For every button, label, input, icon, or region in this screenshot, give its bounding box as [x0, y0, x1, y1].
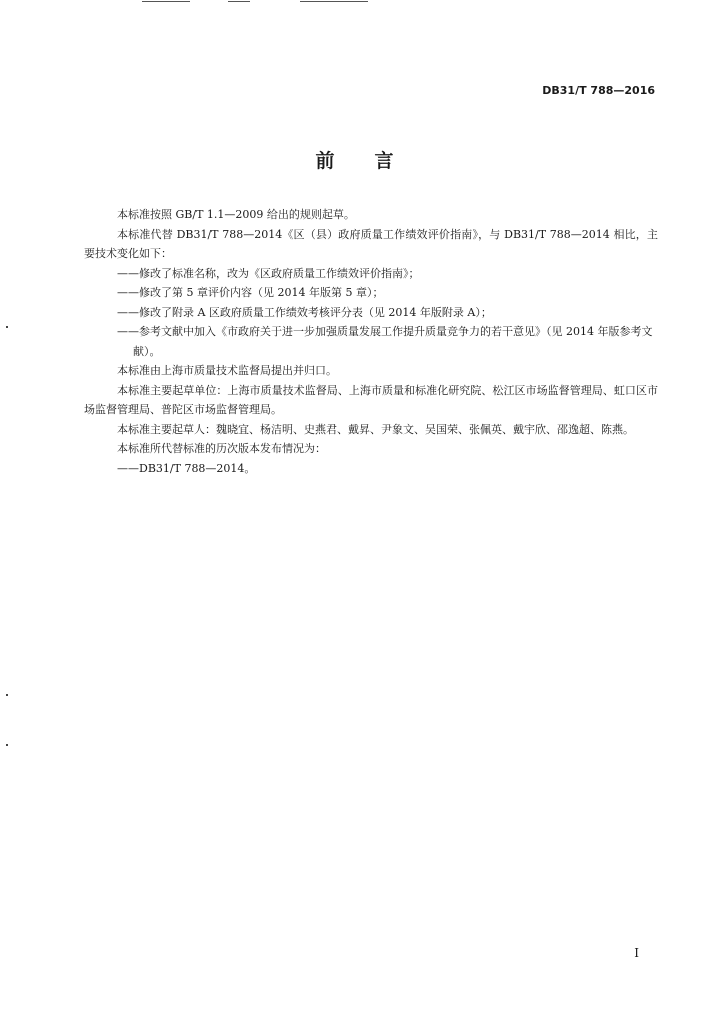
scan-mark-1: [142, 1, 190, 2]
change-item: ——修改了附录 A 区政府质量工作绩效考核评分表（见 2014 年版附录 A）；: [117, 305, 492, 319]
paragraph-proposer: 本标准由上海市质量技术监督局提出并归口。: [117, 364, 337, 377]
scan-dot-3: [6, 744, 8, 746]
history-item: ——DB31/T 788—2014。: [117, 461, 256, 475]
paragraph-drafting-rule: 本标准按照 GB/T 1.1—2009 给出的规则起草。: [117, 208, 355, 221]
paragraph-drafters: 本标准主要起草人：魏晓宜、杨洁明、史燕君、戴昇、尹象文、吴国荣、张佩英、戴宇欣、邵逸超、陈燕。: [117, 422, 634, 436]
scan-mark-2: [228, 1, 250, 2]
scan-dot-2: [6, 694, 8, 696]
paragraph-replacement: 本标准代替 DB31/T 788—2014《区（县）政府质量工作绩效评价指南》，与 DB31/T 788—2014 相比，主要技术变化如下：: [84, 227, 658, 260]
document-code: DB31/T 788—2016: [542, 84, 655, 97]
page-title: 前言: [315, 150, 434, 172]
page-number: I: [634, 946, 639, 960]
foreword-body: [84, 205, 658, 478]
paragraph-history-intro: 本标准所代替标准的历次版本发布情况为：: [117, 442, 326, 455]
scan-mark-3: [300, 1, 368, 2]
change-item: ——参考文献中加入《市政府关于进一步加强质量发展工作提升质量竞争力的若干意见》（见 2014 年版参考文献）。: [117, 325, 653, 358]
scan-dot-1: [6, 326, 8, 328]
change-item: ——修改了标准名称，改为《区政府质量工作绩效评价指南》；: [117, 266, 420, 280]
paragraph-drafting-units: 本标准主要起草单位：上海市质量技术监督局、上海市质量和标准化研究院、松江区市场监督管理局、虹口区市场监督管理局、普陀区市场监督管理局。: [84, 383, 658, 416]
change-item: ——修改了第 5 章评价内容（见 2014 年版第 5 章）；: [117, 286, 384, 299]
